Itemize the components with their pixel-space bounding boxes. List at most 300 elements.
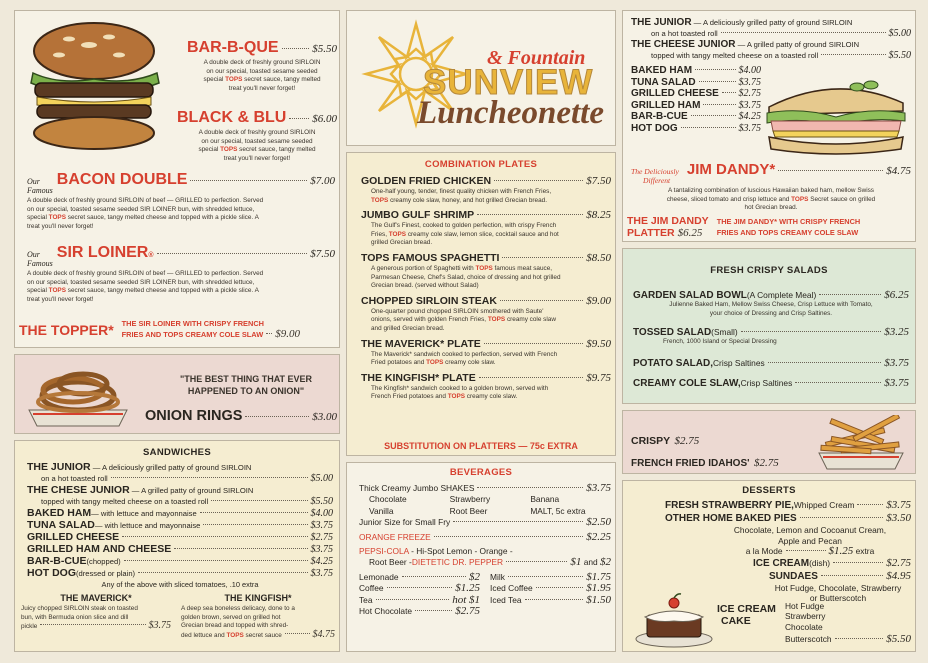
bev-item-name: Lemonade: [359, 571, 399, 582]
sw-kingfish-name: THE KINGFISH*: [224, 593, 292, 603]
salad-bowl-price: $6.25: [884, 289, 909, 301]
dessert-pies-d2: Apple and Pecan: [778, 535, 842, 546]
sw-note: Any of the above with sliced tomatoes, .10 extra: [101, 580, 259, 589]
sw-item-desc: (chopped): [86, 557, 121, 566]
sw-item-name: HOT DOG: [27, 567, 76, 579]
dessert-mode-price: $1.25: [828, 545, 854, 557]
burger-illustration: [19, 15, 169, 155]
salad-cole-name: CREAMY COLE SLAW,: [633, 377, 741, 389]
tops-label: TOPS: [48, 214, 66, 222]
registered-mark: ®: [148, 252, 154, 259]
sw-maverick: [21, 593, 171, 632]
bev-item-name: Iced Tea: [490, 594, 522, 605]
list-item: [27, 543, 333, 555]
blackblu-desc-c-pre: special: [198, 146, 221, 154]
sw-item-price: $3.75: [310, 544, 333, 555]
fries-panel: [622, 410, 916, 474]
rt-jim-d1: A tantalizing combination of luscious Hawaiian baked ham, mellow Swiss: [667, 187, 875, 194]
bev-shakes-price: $3.75: [586, 482, 611, 494]
combo-item-name: THE KINGFISH* PLATE: [361, 371, 476, 384]
bev-flavor: Banana: [530, 494, 560, 505]
rt-item-name: BAKED HAM: [631, 65, 693, 76]
list-item: [27, 531, 333, 543]
combo-item-price: $9.75: [586, 371, 611, 384]
salad-tossed-sub: (Small): [711, 327, 738, 338]
combo-item-d2-post: creamy cole slaw, honey, and hot grilled Grecian bread.: [388, 196, 547, 204]
dessert-pies-price: $3.50: [886, 512, 911, 524]
bev-flavors-grid: [359, 494, 611, 517]
dessert-pies-d1: Chocolate, Lemon and Cocoanut Cream,: [733, 525, 887, 535]
sw-kingfish-desc-d-pre: ded lettuce and: [181, 631, 227, 639]
combo-item-name: CHOPPED SIRLOIN STEAK: [361, 294, 497, 307]
rt-junior-desc: — A deliciously grilled patty of ground SIRLOIN: [691, 18, 853, 27]
sw-item-price: $4.25: [310, 556, 333, 567]
logo-sunview: SUNVIEW: [423, 63, 594, 102]
sirloiner-desc-d: treat you'll never forget!: [27, 295, 94, 303]
rt-item-price: $3.75: [738, 122, 761, 134]
burgers-panel: [14, 10, 340, 348]
sw-chese-price: $5.50: [310, 496, 333, 507]
rt-item-price: $4.00: [738, 65, 761, 76]
dessert-icecream-price: $2.75: [886, 556, 911, 569]
sirloiner-price: $7.50: [310, 248, 335, 260]
bev-pepsi-rest: - Hi-Spot Lemon - Orange -: [408, 546, 513, 557]
rt-item-name: GRILLED CHEESE: [631, 88, 719, 99]
onion-quote-line1: "THE BEST THING THAT EVER: [179, 374, 313, 384]
combo-item: [361, 295, 611, 334]
rt-platter-price: $6.25: [677, 227, 703, 239]
list-item: [27, 519, 333, 531]
topper-name: THE TOPPER*: [19, 321, 114, 338]
sw-junior-name: THE JUNIOR: [27, 461, 91, 473]
logo-fountain: & Fountain: [487, 47, 586, 69]
beverages-panel: [346, 462, 616, 652]
combo-item-name: JUMBO GULF SHRIMP: [361, 209, 475, 222]
sw-chese-desc: — A grilled patty of ground SIRLOIN: [129, 486, 254, 495]
rt-chese-line2: topped with tangy melted cheese on a toasted roll: [651, 51, 819, 60]
rt-junior-price: $5.00: [888, 28, 911, 39]
combo-item-price: $8.50: [586, 251, 611, 264]
list-item: [359, 583, 480, 594]
salad-cole-price: $3.75: [884, 376, 909, 389]
sw-item-price: $4.00: [310, 508, 333, 519]
bev-shakes: Thick Creamy Jumbo SHAKES: [359, 483, 475, 493]
salad-potato-price: $3.75: [884, 356, 909, 369]
sirloiner-prefix1: Our: [27, 250, 40, 259]
dessert-pies-d3: a la Mode: [745, 546, 783, 556]
combo-item-name: TOPS FAMOUS SPAGHETTI: [361, 251, 500, 264]
rt-jim-pre1: The Deliciously: [631, 167, 679, 176]
salad-bowl-sub: (A Complete Meal): [746, 290, 817, 300]
salad-bowl-d2: your choice of Dressing and Crisp Saltines.: [709, 309, 833, 317]
combo-item-d1: The Maverick* sandwich cooked to perfection, served with French: [371, 350, 558, 358]
combo-item-price: $7.50: [586, 175, 611, 187]
combo-item-price: $8.25: [586, 209, 611, 222]
rt-jim-d2: cheese, sliced tomato and crisp lettuce and: [666, 195, 792, 203]
bacon-prefix1: Our: [27, 177, 40, 186]
dessert-icecream-name: ICE CREAM: [753, 557, 810, 569]
dessert-icecream-sub: (dish): [809, 557, 831, 568]
sw-kingfish-desc-c: Grecian bread and topped with shred-: [181, 622, 289, 630]
combo-item: [361, 252, 611, 291]
rt-platter: [627, 215, 913, 239]
bev-item-price: hot $1: [452, 593, 480, 606]
barbque-price: $5.50: [312, 43, 337, 55]
list-item: [631, 88, 761, 100]
sw-junior-desc: — A deliciously grilled patty of ground SIRLOIN: [90, 463, 252, 472]
fries-price: $2.75: [753, 457, 779, 469]
combo-items-list: [361, 175, 611, 406]
bacon-desc-d: treat you'll never forget!: [27, 222, 94, 230]
bev-root-and: and: [583, 557, 598, 568]
list-item: [27, 507, 333, 519]
bev-junior-price: $2.50: [586, 516, 611, 529]
combo-item: [361, 372, 611, 402]
sw-item-price: $3.75: [310, 520, 333, 531]
blackblu-desc-a: A double deck of freshly ground SIRLOIN: [198, 129, 316, 136]
tops-label: TOPS: [220, 146, 238, 154]
onion-quote: [157, 373, 335, 397]
bev-orange: ORANGE FREEZE: [359, 531, 431, 542]
combo-item-d2-pre: French Fried potatoes and: [371, 393, 448, 401]
rt-jim-pre2: Different: [643, 176, 671, 185]
rt-chese-price: $5.50: [888, 50, 911, 61]
rt-jim: [631, 161, 911, 213]
onion-rings-price: $3.00: [312, 411, 337, 423]
sirloiner-desc-b: on our special, toasted sesame seeded SIR LOINER bun, with shredded lettuce,: [27, 278, 255, 286]
tops-label: TOPS: [226, 631, 244, 639]
salads-title: FRESH CRISPY SALADS: [710, 265, 828, 276]
dessert-sundaes-price: $4.95: [886, 569, 911, 582]
rt-item-price: $3.75: [738, 99, 761, 111]
sw-item-desc: — with lettuce and mayonnaise: [91, 509, 197, 518]
bev-item-price: $2.75: [455, 605, 480, 618]
dessert-cake-name1: ICE CREAM: [717, 603, 776, 615]
sw-item-price: $2.75: [310, 532, 333, 543]
ice-cream-cake-illustration: [633, 591, 715, 649]
combo-item-d1: One-quarter pound chopped SIRLOIN smothered with Saute': [371, 307, 544, 315]
sw-item-name: GRILLED CHEESE: [27, 531, 120, 543]
bev-item-price: $1.95: [586, 582, 611, 595]
fries-crispy-price: $2.75: [674, 435, 700, 447]
sw-kingfish-desc-d-post: secret sauce: [243, 631, 282, 639]
bev-item-price: $1.50: [586, 593, 611, 606]
right-top-panel: [622, 10, 916, 242]
sw-items-list: [27, 507, 333, 579]
sw-item-desc: (dressed or plain): [76, 569, 136, 578]
fries-name: FRENCH FRIED IDAHOS': [631, 458, 750, 469]
combo-item-d2-post: creamy cole slaw, lemon slice, cocktail sauce and hot: [406, 230, 559, 238]
bev-junior: Junior Size for Small Fry: [359, 517, 451, 528]
bev-item-name: Tea: [359, 594, 373, 605]
combo-item-d2-pre: Fried potatoes and: [371, 359, 427, 367]
salad-tossed-d1: French, 1000 Island or Special Dressing: [663, 338, 777, 346]
blackblu-name: BLACK & BLU: [177, 109, 287, 126]
combo-substitution: SUBSTITUTION ON PLATTERS — 75c EXTRA: [384, 441, 578, 451]
sandwich-illustration: [761, 77, 911, 157]
blackblu-desc-b: on our special, toasted sesame seeded: [201, 137, 313, 145]
barbque-name: BAR-B-QUE: [187, 39, 279, 56]
rt-item-name: BAR-B-CUE: [631, 111, 688, 122]
topper-desc-b: FRIES AND TOPS CREAMY COLE SLAW: [121, 330, 264, 339]
rt-junior-name: THE JUNIOR: [631, 17, 692, 28]
bev-item-name: Hot Chocolate: [359, 606, 413, 617]
dessert-straw-price: $3.75: [886, 499, 911, 511]
rt-platter-name2: PLATTER: [627, 227, 675, 239]
combo-item-d2-pre: Fries,: [371, 230, 389, 238]
barbque-desc-a: A double deck of freshly ground SIRLOIN: [203, 59, 321, 66]
bev-root-price1: $1: [570, 556, 582, 569]
rt-item-price: $3.75: [738, 76, 761, 88]
fries-crispy: CRISPY: [631, 435, 671, 447]
tops-label: TOPS: [225, 76, 243, 84]
barbque-desc-d: treat you'll never forget!: [228, 84, 296, 92]
bev-orange-price: $2.25: [586, 530, 611, 543]
onion-panel: [14, 354, 340, 434]
combo-item: [361, 175, 611, 205]
sandwiches-title: SANDWICHES: [143, 447, 211, 458]
barbque-desc-b: on our special, toasted sesame seeded: [206, 67, 318, 75]
bev-flavor: Vanilla: [369, 505, 394, 516]
bev-root-price2: $2: [600, 556, 611, 569]
rt-platter-desc2: FRIES AND TOPS CREAMY COLE SLAW: [716, 228, 859, 237]
tops-label: TOPS: [791, 195, 809, 203]
bev-item-price: $1.75: [586, 570, 611, 583]
bev-item-name: Coffee: [359, 583, 384, 594]
onion-quote-line2: HAPPENED TO AN ONION": [187, 386, 305, 396]
sw-chese: [27, 484, 333, 507]
barbque-item: [187, 39, 337, 93]
bev-rootbeer: Root Beer -: [369, 557, 412, 568]
tops-label: TOPS: [48, 287, 66, 295]
list-item: [631, 111, 761, 123]
sw-kingfish-desc-b: golden brown, served on grilled hot: [181, 613, 281, 621]
salad-tossed-name: TOSSED SALAD: [633, 327, 712, 339]
topper-item: [19, 319, 337, 340]
dessert-cake-price: $5.50: [886, 633, 911, 645]
combination-panel: [346, 152, 616, 456]
bacon-item: [27, 171, 335, 231]
dessert-straw-sub: Whipped Cream: [793, 500, 855, 510]
salad-bowl-name: GARDEN SALAD BOWL: [633, 290, 747, 301]
bacon-name: BACON DOUBLE: [56, 171, 188, 188]
salad-cole-sub: Crisp Saltines: [740, 377, 793, 388]
blackblu-desc-c-post: secret sauce, tangy melted: [237, 146, 316, 154]
dessert-straw-name: FRESH STRAWBERRY PIE,: [665, 500, 794, 511]
sw-kingfish-desc-a: A deep sea boneless delicacy, done to a: [181, 605, 295, 612]
barbque-desc-c-pre: special: [203, 76, 226, 84]
list-item: [27, 567, 333, 579]
cake-option: Hot Fudge: [785, 601, 825, 611]
tops-label: TOPS: [371, 196, 389, 204]
tops-label: TOPS: [426, 359, 444, 367]
combo-item-price: $9.00: [586, 294, 611, 307]
sw-junior-price: $5.00: [310, 473, 333, 484]
tops-label: TOPS: [388, 230, 407, 238]
combo-item: [361, 338, 611, 368]
cake-opt-butterscotch: Butterscotch: [785, 634, 832, 644]
bev-flavor: Chocolate: [369, 494, 407, 505]
onion-rings-illustration: [23, 360, 133, 430]
rt-jim-d2-post: Secret sauce on grilled: [808, 195, 876, 203]
sirloiner-item: [27, 244, 335, 304]
combo-item-d3: and grilled Grecian bread.: [371, 324, 445, 332]
tops-label: TOPS: [487, 316, 506, 324]
sw-maverick-desc-b: bun, with Bermuda onion slice and dill: [21, 613, 129, 621]
bev-right-list: [490, 572, 611, 618]
combo-item-d2-pre: onions, served with golden French Fries,: [371, 316, 488, 324]
bev-flavor: MALT, 5c extra: [530, 505, 586, 516]
sw-junior: [27, 461, 333, 484]
list-item: [490, 595, 611, 606]
bacon-desc-a: A double deck of freshly ground SIRLOIN of beef — GRILLED to perfection. Served: [27, 197, 264, 204]
blackblu-desc-d: treat you'll never forget!: [223, 154, 291, 162]
rt-jim-name: JIM DANDY*: [686, 161, 776, 178]
sirloiner-desc-a: A double deck of freshly ground SIRLOIN of beef — GRILLED to perfection. Served: [27, 270, 264, 277]
sw-junior-line2: on a hot toasted roll: [41, 474, 108, 483]
bev-item-name: Iced Coffee: [490, 583, 533, 594]
dessert-cake-options: [785, 601, 826, 632]
sw-maverick-name: THE MAVERICK*: [60, 593, 132, 603]
bev-item-name: Milk: [490, 571, 505, 582]
combo-item-d2-post: creamy cole slaw.: [443, 359, 496, 367]
combo-item: [361, 209, 611, 248]
list-item: [631, 65, 761, 77]
rt-item-name: GRILLED HAM: [631, 99, 701, 111]
combo-item-d1: The Gulf's Finest, cooked to golden perfection, with crispy French: [371, 222, 557, 230]
rt-junior-line2: on a hot toasted roll: [651, 29, 718, 38]
bev-pepsi: PEPSI-COLA: [359, 546, 409, 557]
salad-potato-sub: Crisp Saltines: [713, 357, 765, 368]
dessert-sundaes-d2: or Butterscotch: [809, 593, 867, 603]
combo-item-d2: Parmesan Cheese, Chef's Salad, choice of dressing and hot grilled: [371, 273, 561, 281]
dessert-sundaes-d1: Hot Fudge, Chocolate, Strawberry: [774, 582, 902, 593]
salad-potato-name: POTATO SALAD,: [633, 357, 713, 369]
bacon-desc-c-pre: special: [27, 214, 49, 222]
sw-item-name: BAR-B-CUE: [27, 555, 87, 567]
rt-item-price: $4.25: [738, 111, 761, 122]
combo-item-d2-post: creamy cole slaw.: [465, 393, 518, 401]
bev-flavor: Root Beer: [449, 505, 488, 516]
sw-item-name: GRILLED HAM AND CHEESE: [27, 543, 172, 555]
combo-item-name: THE MAVERICK* PLATE: [361, 337, 481, 350]
cake-option: Strawberry: [785, 611, 826, 622]
list-item: [359, 606, 480, 617]
sirloiner-prefix2: Famous: [27, 259, 53, 268]
dessert-cake: [717, 603, 776, 627]
desserts-title: DESSERTS: [742, 485, 796, 496]
beverages-title: BEVERAGES: [449, 467, 513, 478]
bev-left-list: [359, 572, 480, 618]
list-item: [490, 583, 611, 594]
dessert-cake-name2: CAKE: [721, 615, 751, 627]
tops-label: TOPS: [447, 393, 466, 401]
rt-platter-desc1: THE JIM DANDY* WITH CRISPY FRENCH: [716, 217, 861, 226]
sirloiner-desc-c-post: secret sauce, tangy melted cheese and topped with a pickle slice. A: [65, 287, 259, 295]
combo-item-d1-post: famous meat sauce,: [492, 264, 553, 272]
sw-item-price: $3.75: [310, 568, 333, 579]
blackblu-price: $6.00: [312, 113, 337, 125]
combo-item-d1: The Kingfish* sandwich cooked to a golden brown, served with: [371, 384, 549, 392]
list-item: [27, 555, 333, 567]
list-item: [631, 100, 761, 112]
combo-item-name: GOLDEN FRIED CHICKEN: [361, 175, 492, 187]
bacon-desc-b: on our special, toasted sesame seeded SIR LOINER bun, with shredded lettuce,: [27, 205, 255, 213]
sw-item-name: TUNA SALAD: [27, 519, 95, 531]
onion-rings-name: ONION RINGS: [145, 408, 243, 424]
dessert-sundaes-name: SUNDAES: [769, 570, 818, 582]
logo-luncheonette: Luncheonette: [417, 95, 604, 131]
french-fries-illustration: [811, 415, 911, 471]
list-item: [631, 123, 761, 135]
rt-chese: [631, 39, 911, 61]
rt-item-price: $2.75: [738, 88, 761, 99]
sirloiner-desc-c-pre: special: [27, 287, 49, 295]
combo-item-price: $9.50: [586, 337, 611, 350]
blackblu-item: [177, 109, 337, 163]
sw-chese-line2: topped with tangy melted cheese on a toasted roll: [41, 497, 209, 506]
desserts-panel: [622, 480, 916, 652]
barbque-desc-c-post: secret sauce, tangy melted: [242, 76, 321, 84]
list-item: [631, 77, 761, 89]
combo-item-d1: One-half young, tender, finest quality chicken with French Fries,: [371, 188, 552, 195]
dessert-mode-extra: extra: [855, 546, 875, 556]
sw-kingfish-price: $4.75: [312, 628, 335, 640]
fries-text: [631, 431, 779, 471]
rt-chese-name: THE CHEESE JUNIOR: [631, 39, 736, 50]
bev-item-price: $1.25: [455, 582, 480, 595]
sw-chese-name: THE CHESE JUNIOR: [27, 484, 130, 496]
dessert-pies-name: OTHER HOME BAKED PIES: [665, 513, 797, 524]
sw-item-desc: — with lettuce and mayonnaise: [94, 521, 201, 530]
combo-item-d3: Grecian bread. (served without Salad): [371, 282, 479, 290]
rt-junior: [631, 17, 911, 39]
cake-option: Chocolate: [785, 621, 823, 632]
salad-tossed-price: $3.25: [884, 326, 909, 339]
sw-maverick-price: $3.75: [148, 620, 171, 632]
tops-label: TOPS: [475, 264, 493, 272]
bacon-price: $7.00: [310, 175, 335, 187]
rt-chese-desc: — A grilled patty of ground SIRLOIN: [735, 40, 860, 49]
sw-maverick-desc-c: pickle: [21, 623, 38, 631]
bacon-desc-c-post: secret sauce, tangy melted cheese and topped with a pickle slice. A: [65, 214, 259, 222]
topper-desc-a: THE SIR LOINER WITH CRISPY FRENCH: [121, 319, 265, 328]
rt-jim-price: $4.75: [886, 165, 911, 177]
sw-item-name: BAKED HAM: [27, 507, 92, 519]
salad-bowl-d1: Julienne Baked Ham, Mellow Swiss Cheese, Crisp Lettuce with Tomato,: [669, 301, 873, 308]
rt-item-name: HOT DOG: [631, 122, 678, 134]
bacon-prefix2: Famous: [27, 186, 53, 195]
logo-panel: [346, 10, 616, 146]
topper-price: $9.00: [275, 328, 300, 340]
salads-panel: [622, 248, 916, 404]
sirloiner-name: SIR LOINER: [56, 244, 149, 261]
combo-item-d3: grilled Grecian bread.: [371, 239, 433, 247]
combo-item-d1-pre: A generous portion of Spaghetti with: [371, 264, 476, 272]
sandwiches-panel: [14, 440, 340, 652]
bev-drpepper: DIETETIC DR. PEPPER: [411, 557, 504, 568]
rt-item-name: TUNA SALAD: [631, 76, 696, 88]
sw-maverick-desc-a: Juicy chopped SIRLOIN steak on toasted: [21, 605, 138, 612]
rt-jim-d3: hot Grecian bread.: [744, 204, 798, 212]
rt-platter-name1: THE JIM DANDY: [627, 215, 709, 227]
bev-flavor: Strawberry: [449, 494, 491, 505]
sw-kingfish: [181, 593, 335, 640]
rt-items-list: [631, 65, 761, 134]
combo-item-d2-post: creamy cole slaw: [505, 316, 556, 324]
bev-item-price: $2: [469, 570, 480, 583]
combo-title: COMBINATION PLATES: [424, 159, 538, 170]
